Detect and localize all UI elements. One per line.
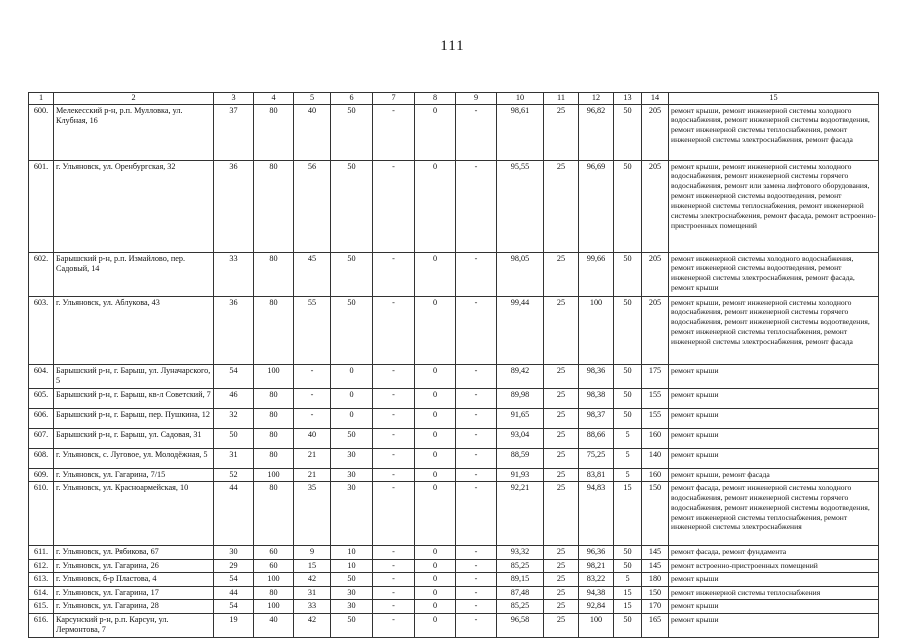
work-types-cell: ремонт крыши <box>669 408 879 428</box>
col-4-cell: 80 <box>254 296 294 364</box>
col-5-cell: 45 <box>294 252 331 296</box>
work-types-cell: ремонт крыши <box>669 364 879 388</box>
col-10-cell: 89,42 <box>497 364 544 388</box>
col-9-cell: - <box>456 573 497 587</box>
col-13-cell: 5 <box>614 573 642 587</box>
col-6-cell: 50 <box>331 428 373 448</box>
address-cell: Барышский р-н, г. Барыш, ул. Луначарского, 5 <box>54 364 214 388</box>
row-number-cell: 600. <box>29 104 54 160</box>
col-7-cell: - <box>373 104 415 160</box>
column-number: 2 <box>54 93 214 105</box>
work-types-cell: ремонт крыши <box>669 428 879 448</box>
col-5-cell: 56 <box>294 160 331 252</box>
col-10-cell: 89,98 <box>497 388 544 408</box>
col-14-cell: 175 <box>642 364 669 388</box>
col-14-cell: 140 <box>642 448 669 468</box>
col-12-cell: 99,66 <box>579 252 614 296</box>
col-7-cell: - <box>373 482 415 546</box>
col-7-cell: - <box>373 448 415 468</box>
address-cell: г. Ульяновск, ул. Гагарина, 7/15 <box>54 468 214 482</box>
work-types-cell: ремонт крыши <box>669 613 879 637</box>
col-7-cell: - <box>373 546 415 560</box>
col-7-cell: - <box>373 573 415 587</box>
col-14-cell: 155 <box>642 388 669 408</box>
col-8-cell: 0 <box>415 482 456 546</box>
col-12-cell: 94,83 <box>579 482 614 546</box>
col-11-cell: 25 <box>544 104 579 160</box>
col-8-cell: 0 <box>415 104 456 160</box>
table-row <box>29 586 879 600</box>
col-3-cell: 44 <box>214 482 254 546</box>
work-types-cell: ремонт крыши <box>669 600 879 614</box>
address-cell: Барышский р-н, г. Барыш, ул. Садовая, 31 <box>54 428 214 448</box>
col-9-cell: - <box>456 546 497 560</box>
col-7-cell: - <box>373 364 415 388</box>
col-12-cell: 92,84 <box>579 600 614 614</box>
col-3-cell: 29 <box>214 559 254 573</box>
col-13-cell: 5 <box>614 448 642 468</box>
table-row <box>29 252 879 296</box>
col-6-cell: 30 <box>331 482 373 546</box>
col-13-cell: 5 <box>614 468 642 482</box>
column-number: 11 <box>544 93 579 105</box>
col-11-cell: 25 <box>544 613 579 637</box>
col-4-cell: 80 <box>254 428 294 448</box>
col-3-cell: 50 <box>214 428 254 448</box>
col-6-cell: 30 <box>331 600 373 614</box>
work-types-cell: ремонт крыши, ремонт инженерной системы холодного водоснабжения, ремонт инженерной системы горячего водоснабжения, ремонт или замена лифтового оборудования, ремонт инженерной системы водоотведения, ремонт инженерной системы теплоснабжения, ремонт инженерной системы электроснабжения, ремонт фасада, ремонт встроенно-пристроенных помещений <box>669 160 879 252</box>
row-number-cell: 605. <box>29 388 54 408</box>
col-4-cell: 80 <box>254 388 294 408</box>
col-12-cell: 96,36 <box>579 546 614 560</box>
col-13-cell: 5 <box>614 428 642 448</box>
col-7-cell: - <box>373 388 415 408</box>
col-8-cell: 0 <box>415 613 456 637</box>
table-row <box>29 296 879 364</box>
col-7-cell: - <box>373 408 415 428</box>
col-12-cell: 94,38 <box>579 586 614 600</box>
col-9-cell: - <box>456 600 497 614</box>
row-number-cell: 606. <box>29 408 54 428</box>
col-3-cell: 52 <box>214 468 254 482</box>
col-14-cell: 205 <box>642 252 669 296</box>
col-14-cell: 170 <box>642 600 669 614</box>
col-5-cell: - <box>294 364 331 388</box>
col-9-cell: - <box>456 613 497 637</box>
col-12-cell: 100 <box>579 296 614 364</box>
col-14-cell: 145 <box>642 559 669 573</box>
col-5-cell: 31 <box>294 586 331 600</box>
col-7-cell: - <box>373 296 415 364</box>
col-7-cell: - <box>373 468 415 482</box>
col-6-cell: 30 <box>331 586 373 600</box>
col-14-cell: 160 <box>642 428 669 448</box>
table-row <box>29 388 879 408</box>
address-cell: Барышский р-н, г. Барыш, кв-л Советский, 7 <box>54 388 214 408</box>
col-3-cell: 37 <box>214 104 254 160</box>
row-number-cell: 601. <box>29 160 54 252</box>
col-13-cell: 15 <box>614 482 642 546</box>
col-10-cell: 98,05 <box>497 252 544 296</box>
col-12-cell: 75,25 <box>579 448 614 468</box>
col-12-cell: 100 <box>579 613 614 637</box>
col-9-cell: - <box>456 388 497 408</box>
col-11-cell: 25 <box>544 448 579 468</box>
col-10-cell: 87,48 <box>497 586 544 600</box>
col-13-cell: 50 <box>614 252 642 296</box>
col-10-cell: 91,65 <box>497 408 544 428</box>
col-8-cell: 0 <box>415 600 456 614</box>
col-9-cell: - <box>456 104 497 160</box>
col-6-cell: 50 <box>331 104 373 160</box>
col-9-cell: - <box>456 586 497 600</box>
row-number-cell: 614. <box>29 586 54 600</box>
col-14-cell: 155 <box>642 408 669 428</box>
col-3-cell: 54 <box>214 573 254 587</box>
column-number: 5 <box>294 93 331 105</box>
column-number: 8 <box>415 93 456 105</box>
col-5-cell: 21 <box>294 468 331 482</box>
row-number-cell: 611. <box>29 546 54 560</box>
col-3-cell: 32 <box>214 408 254 428</box>
work-types-cell: ремонт встроенно-пристроенных помещений <box>669 559 879 573</box>
col-13-cell: 15 <box>614 586 642 600</box>
col-12-cell: 98,38 <box>579 388 614 408</box>
col-13-cell: 15 <box>614 600 642 614</box>
row-number-cell: 610. <box>29 482 54 546</box>
col-9-cell: - <box>456 160 497 252</box>
col-12-cell: 96,69 <box>579 160 614 252</box>
col-5-cell: 40 <box>294 104 331 160</box>
table-row <box>29 160 879 252</box>
column-number: 1 <box>29 93 54 105</box>
col-10-cell: 85,25 <box>497 559 544 573</box>
row-number-cell: 603. <box>29 296 54 364</box>
col-8-cell: 0 <box>415 364 456 388</box>
row-number-cell: 615. <box>29 600 54 614</box>
col-11-cell: 25 <box>544 364 579 388</box>
col-5-cell: 9 <box>294 546 331 560</box>
table-row <box>29 448 879 468</box>
col-10-cell: 95,55 <box>497 160 544 252</box>
col-5-cell: - <box>294 408 331 428</box>
col-6-cell: 0 <box>331 408 373 428</box>
col-4-cell: 100 <box>254 600 294 614</box>
col-3-cell: 31 <box>214 448 254 468</box>
column-number: 7 <box>373 93 415 105</box>
col-10-cell: 96,58 <box>497 613 544 637</box>
table-row <box>29 546 879 560</box>
col-12-cell: 98,36 <box>579 364 614 388</box>
table-row <box>29 573 879 587</box>
col-13-cell: 50 <box>614 546 642 560</box>
col-6-cell: 50 <box>331 573 373 587</box>
col-6-cell: 0 <box>331 364 373 388</box>
address-cell: г. Ульяновск, ул. Аблукова, 43 <box>54 296 214 364</box>
col-4-cell: 80 <box>254 448 294 468</box>
col-13-cell: 50 <box>614 296 642 364</box>
col-14-cell: 180 <box>642 573 669 587</box>
col-14-cell: 150 <box>642 482 669 546</box>
col-3-cell: 36 <box>214 160 254 252</box>
col-3-cell: 19 <box>214 613 254 637</box>
col-9-cell: - <box>456 559 497 573</box>
col-3-cell: 54 <box>214 600 254 614</box>
col-11-cell: 25 <box>544 546 579 560</box>
col-11-cell: 25 <box>544 408 579 428</box>
col-5-cell: 40 <box>294 428 331 448</box>
col-5-cell: 42 <box>294 573 331 587</box>
col-8-cell: 0 <box>415 252 456 296</box>
col-3-cell: 44 <box>214 586 254 600</box>
col-10-cell: 85,25 <box>497 600 544 614</box>
col-13-cell: 50 <box>614 408 642 428</box>
table-row <box>29 364 879 388</box>
work-types-cell: ремонт фасада, ремонт фундамента <box>669 546 879 560</box>
col-9-cell: - <box>456 364 497 388</box>
table-row <box>29 468 879 482</box>
col-4-cell: 80 <box>254 482 294 546</box>
work-types-cell: ремонт крыши, ремонт инженерной системы холодного водоснабжения, ремонт инженерной системы водоотведения, ремонт инженерной системы теплоснабжения, ремонт инженерной системы электроснабжения, ремонт фасада <box>669 104 879 160</box>
col-7-cell: - <box>373 252 415 296</box>
col-4-cell: 80 <box>254 104 294 160</box>
col-7-cell: - <box>373 586 415 600</box>
col-4-cell: 60 <box>254 546 294 560</box>
column-number: 4 <box>254 93 294 105</box>
col-5-cell: 55 <box>294 296 331 364</box>
col-4-cell: 80 <box>254 408 294 428</box>
col-10-cell: 91,93 <box>497 468 544 482</box>
col-5-cell: - <box>294 388 331 408</box>
col-13-cell: 50 <box>614 559 642 573</box>
table-row <box>29 600 879 614</box>
address-cell: г. Ульяновск, ул. Рябикова, 67 <box>54 546 214 560</box>
col-8-cell: 0 <box>415 573 456 587</box>
col-3-cell: 30 <box>214 546 254 560</box>
col-11-cell: 25 <box>544 482 579 546</box>
col-5-cell: 42 <box>294 613 331 637</box>
col-4-cell: 100 <box>254 468 294 482</box>
col-14-cell: 205 <box>642 296 669 364</box>
col-14-cell: 150 <box>642 586 669 600</box>
table-row <box>29 104 879 160</box>
address-cell: Мелекесский р-н, р.п. Мулловка, ул. Клубная, 16 <box>54 104 214 160</box>
col-5-cell: 21 <box>294 448 331 468</box>
col-13-cell: 50 <box>614 104 642 160</box>
table-row <box>29 408 879 428</box>
col-12-cell: 83,22 <box>579 573 614 587</box>
col-8-cell: 0 <box>415 428 456 448</box>
work-types-cell: ремонт крыши <box>669 448 879 468</box>
table-body <box>29 93 879 638</box>
col-9-cell: - <box>456 296 497 364</box>
col-14-cell: 205 <box>642 104 669 160</box>
col-9-cell: - <box>456 482 497 546</box>
col-9-cell: - <box>456 408 497 428</box>
col-9-cell: - <box>456 428 497 448</box>
column-number: 13 <box>614 93 642 105</box>
column-number: 12 <box>579 93 614 105</box>
col-6-cell: 0 <box>331 388 373 408</box>
col-6-cell: 50 <box>331 296 373 364</box>
col-11-cell: 25 <box>544 428 579 448</box>
column-number-row <box>29 93 879 105</box>
col-11-cell: 25 <box>544 252 579 296</box>
col-6-cell: 50 <box>331 160 373 252</box>
column-number: 3 <box>214 93 254 105</box>
col-10-cell: 89,15 <box>497 573 544 587</box>
work-types-cell: ремонт инженерной системы теплоснабжения <box>669 586 879 600</box>
col-6-cell: 10 <box>331 559 373 573</box>
col-8-cell: 0 <box>415 448 456 468</box>
row-number-cell: 607. <box>29 428 54 448</box>
col-9-cell: - <box>456 252 497 296</box>
col-13-cell: 50 <box>614 388 642 408</box>
col-7-cell: - <box>373 160 415 252</box>
col-9-cell: - <box>456 468 497 482</box>
col-6-cell: 30 <box>331 468 373 482</box>
col-4-cell: 40 <box>254 613 294 637</box>
col-9-cell: - <box>456 448 497 468</box>
col-11-cell: 25 <box>544 388 579 408</box>
col-4-cell: 80 <box>254 586 294 600</box>
col-6-cell: 50 <box>331 613 373 637</box>
address-cell: Барышский р-н, г. Барыш, пер. Пушкина, 12 <box>54 408 214 428</box>
col-10-cell: 93,32 <box>497 546 544 560</box>
col-10-cell: 99,44 <box>497 296 544 364</box>
col-5-cell: 33 <box>294 600 331 614</box>
col-11-cell: 25 <box>544 559 579 573</box>
col-4-cell: 80 <box>254 252 294 296</box>
col-10-cell: 93,04 <box>497 428 544 448</box>
col-12-cell: 98,21 <box>579 559 614 573</box>
row-number-cell: 609. <box>29 468 54 482</box>
col-5-cell: 15 <box>294 559 331 573</box>
col-7-cell: - <box>373 559 415 573</box>
col-4-cell: 80 <box>254 160 294 252</box>
table-row <box>29 482 879 546</box>
col-3-cell: 54 <box>214 364 254 388</box>
col-8-cell: 0 <box>415 546 456 560</box>
column-number: 14 <box>642 93 669 105</box>
col-4-cell: 60 <box>254 559 294 573</box>
col-10-cell: 98,61 <box>497 104 544 160</box>
row-number-cell: 604. <box>29 364 54 388</box>
col-11-cell: 25 <box>544 600 579 614</box>
address-cell: Барышский р-н, р.п. Измайлово, пер. Садовый, 14 <box>54 252 214 296</box>
address-cell: Карсунский р-н, р.п. Карсун, ул. Лермонтова, 7 <box>54 613 214 637</box>
col-11-cell: 25 <box>544 468 579 482</box>
col-13-cell: 50 <box>614 160 642 252</box>
col-12-cell: 98,37 <box>579 408 614 428</box>
col-8-cell: 0 <box>415 296 456 364</box>
col-12-cell: 96,82 <box>579 104 614 160</box>
col-12-cell: 88,66 <box>579 428 614 448</box>
col-7-cell: - <box>373 613 415 637</box>
col-11-cell: 25 <box>544 573 579 587</box>
address-cell: г. Ульяновск, ул. Гагарина, 17 <box>54 586 214 600</box>
col-5-cell: 35 <box>294 482 331 546</box>
col-3-cell: 46 <box>214 388 254 408</box>
column-number: 6 <box>331 93 373 105</box>
row-number-cell: 616. <box>29 613 54 637</box>
address-cell: г. Ульяновск, ул. Оренбургская, 32 <box>54 160 214 252</box>
col-10-cell: 92,21 <box>497 482 544 546</box>
page-number: 111 <box>440 38 465 54</box>
address-cell: г. Ульяновск, ул. Гагарина, 28 <box>54 600 214 614</box>
table-row <box>29 428 879 448</box>
address-cell: г. Ульяновск, б-р Пластова, 4 <box>54 573 214 587</box>
col-8-cell: 0 <box>415 559 456 573</box>
row-number-cell: 602. <box>29 252 54 296</box>
col-6-cell: 30 <box>331 448 373 468</box>
work-types-cell: ремонт инженерной системы холодного водоснабжения, ремонт инженерной системы водоотведения, ремонт инженерной системы электроснабжения, ремонт фасада, ремонт крыши <box>669 252 879 296</box>
table-row <box>29 613 879 637</box>
col-7-cell: - <box>373 428 415 448</box>
work-types-cell: ремонт крыши, ремонт инженерной системы холодного водоснабжения, ремонт инженерной системы горячего водоснабжения, ремонт инженерной системы водоотведения, ремонт инженерной системы теплоснабжения, ремонт инженерной системы электроснабжения, ремонт фасада <box>669 296 879 364</box>
column-number: 10 <box>497 93 544 105</box>
row-number-cell: 612. <box>29 559 54 573</box>
work-types-cell: ремонт крыши, ремонт фасада <box>669 468 879 482</box>
col-8-cell: 0 <box>415 388 456 408</box>
col-8-cell: 0 <box>415 408 456 428</box>
col-8-cell: 0 <box>415 468 456 482</box>
col-10-cell: 88,59 <box>497 448 544 468</box>
address-cell: г. Ульяновск, ул. Гагарина, 26 <box>54 559 214 573</box>
col-8-cell: 0 <box>415 586 456 600</box>
col-6-cell: 50 <box>331 252 373 296</box>
col-14-cell: 145 <box>642 546 669 560</box>
col-3-cell: 33 <box>214 252 254 296</box>
row-number-cell: 613. <box>29 573 54 587</box>
col-11-cell: 25 <box>544 586 579 600</box>
col-8-cell: 0 <box>415 160 456 252</box>
col-7-cell: - <box>373 600 415 614</box>
address-cell: г. Ульяновск, ул. Красноармейская, 10 <box>54 482 214 546</box>
column-number: 15 <box>669 93 879 105</box>
col-11-cell: 25 <box>544 160 579 252</box>
work-types-cell: ремонт крыши <box>669 573 879 587</box>
work-types-cell: ремонт фасада, ремонт инженерной системы холодного водоснабжения, ремонт инженерной системы горячего водоснабжения, ремонт инженерной системы водоотведения, ремонт инженерной системы теплоснабжения, ремонт инженерной системы электроснабжения <box>669 482 879 546</box>
col-12-cell: 83,81 <box>579 468 614 482</box>
col-4-cell: 100 <box>254 573 294 587</box>
column-number: 9 <box>456 93 497 105</box>
col-14-cell: 165 <box>642 613 669 637</box>
address-cell: г. Ульяновск, с. Луговое, ул. Молодёжная, 5 <box>54 448 214 468</box>
col-13-cell: 50 <box>614 364 642 388</box>
table-row <box>29 559 879 573</box>
repair-schedule-table <box>28 92 879 638</box>
col-4-cell: 100 <box>254 364 294 388</box>
col-3-cell: 36 <box>214 296 254 364</box>
col-14-cell: 160 <box>642 468 669 482</box>
col-13-cell: 50 <box>614 613 642 637</box>
work-types-cell: ремонт крыши <box>669 388 879 408</box>
col-11-cell: 25 <box>544 296 579 364</box>
col-14-cell: 205 <box>642 160 669 252</box>
row-number-cell: 608. <box>29 448 54 468</box>
col-6-cell: 10 <box>331 546 373 560</box>
